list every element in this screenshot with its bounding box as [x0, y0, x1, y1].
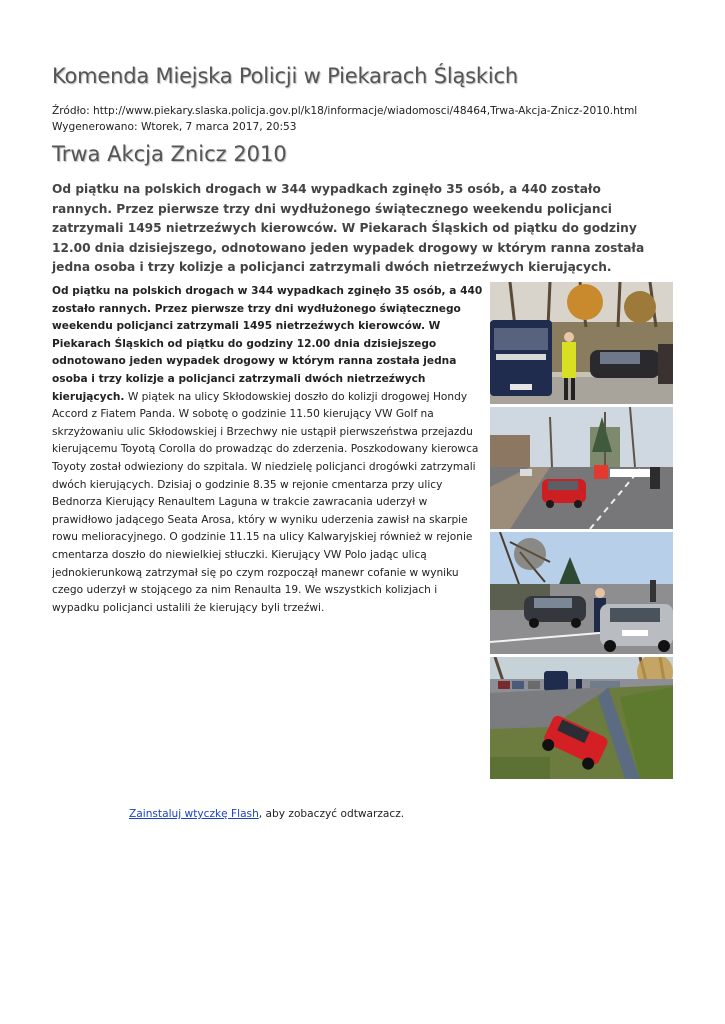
photo-police-van[interactable]: [490, 282, 673, 404]
article-lead: Od piątku na polskich drogach w 344 wypadkach zginęło 35 osób, a 440 zostało rannych. Przez pierwsze trzy dni wydłużonego świątecznego weekendu policjanci zatrzymali 1495 nietrzeźwych kierowców. W Piekarach Śląskich od piątku do godziny 12.00 dnia dzisiejszego, odnotowano jeden wypadek drogowy w którym ranna została jedna osoba i trzy kolizje a policjanci zatrzymali dwóch nietrzeźwych kierujących.: [52, 182, 645, 275]
source-line: [52, 103, 637, 119]
source-url: http://www.piekary.slaska.policja.gov.pl/k18/informacje/wiadomosci/48464,Trwa-Akcja-Znicz-2010.html: [93, 105, 638, 117]
photo-intersection-cars[interactable]: [490, 532, 673, 654]
install-flash-link[interactable]: Zainstaluj wtyczkę Flash: [129, 808, 259, 820]
photo-car-in-ditch[interactable]: [490, 657, 673, 779]
site-title: Komenda Miejska Policji w Piekarach Śląskich: [52, 64, 518, 88]
article-body: [52, 283, 486, 617]
meta-info: [52, 103, 637, 135]
generated-date: Wtorek, 7 marca 2017, 20:53: [140, 121, 297, 133]
generated-line: [52, 119, 637, 135]
photo-red-car-street[interactable]: [490, 407, 673, 529]
generated-label: Wygenerowano:: [52, 121, 138, 133]
article-body-rest: W piątek na ulicy Skłodowskiej doszło do kolizji drogowej Hondy Accord z Fiatem Panda. W sobotę o godzinie 11.50 kierujący VW Golf na skrzyżowaniu ulic Skłodowskiej i Brzechwy nie ustąpił pierwszeństwa przejazdu kierującemu Toyotą Corolla do prowadząc do zderzenia. Poszkodowany kierowca Toyoty został odwieziony do szpitala. W niedzielę policjanci drogówki zatrzymali dwóch kierujących. Dzisiaj o godzinie 8.35 w rejonie cmentarza przy ulicy Bednorza Kierujący Renaultem Laguna w trakcie zawracania uderzył w prawidłowo jadącego Seata Arosa, który w wyniku uderzenia zawisł na skarpie rowu melioracyjnego. O godzinie 11.15 na ulicy Kalwaryjskiej również w rejonie cmentarza doszło do niewielkiej stłuczki. Kierujący VW Polo jadąc ulicą jednokierunkową zatrzymał się po czym rozpoczął manewr cofanie w wyniku czego uderzył w stojącego za nim Renaulta 19. We wszystkich kolizjach i wypadku policjanci ustalili że kierujący byli trzeźwi.: [52, 390, 479, 614]
source-label: Źródło:: [52, 105, 90, 117]
flash-notice: [129, 808, 404, 820]
article-title: Trwa Akcja Znicz 2010: [52, 142, 287, 166]
flash-notice-suffix: , aby zobaczyć odtwarzacz.: [258, 808, 405, 820]
article-body-bold: Od piątku na polskich drogach w 344 wypadkach zginęło 35 osób, a 440 zostało rannych. Przez pierwsze trzy dni wydłużonego świątecznego weekendu policjanci zatrzymali 1495 nietrzeźwych kierowców. W Piekarach Śląskich od piątku do godziny 12.00 dnia dzisiejszego odnotowano jeden wypadek drogowy w którym ranna została jedna osoba i trzy kolizje a policjanci zatrzymali dwóch nietrzeźwych kierujących.: [52, 285, 483, 403]
photo-column: [490, 282, 673, 782]
